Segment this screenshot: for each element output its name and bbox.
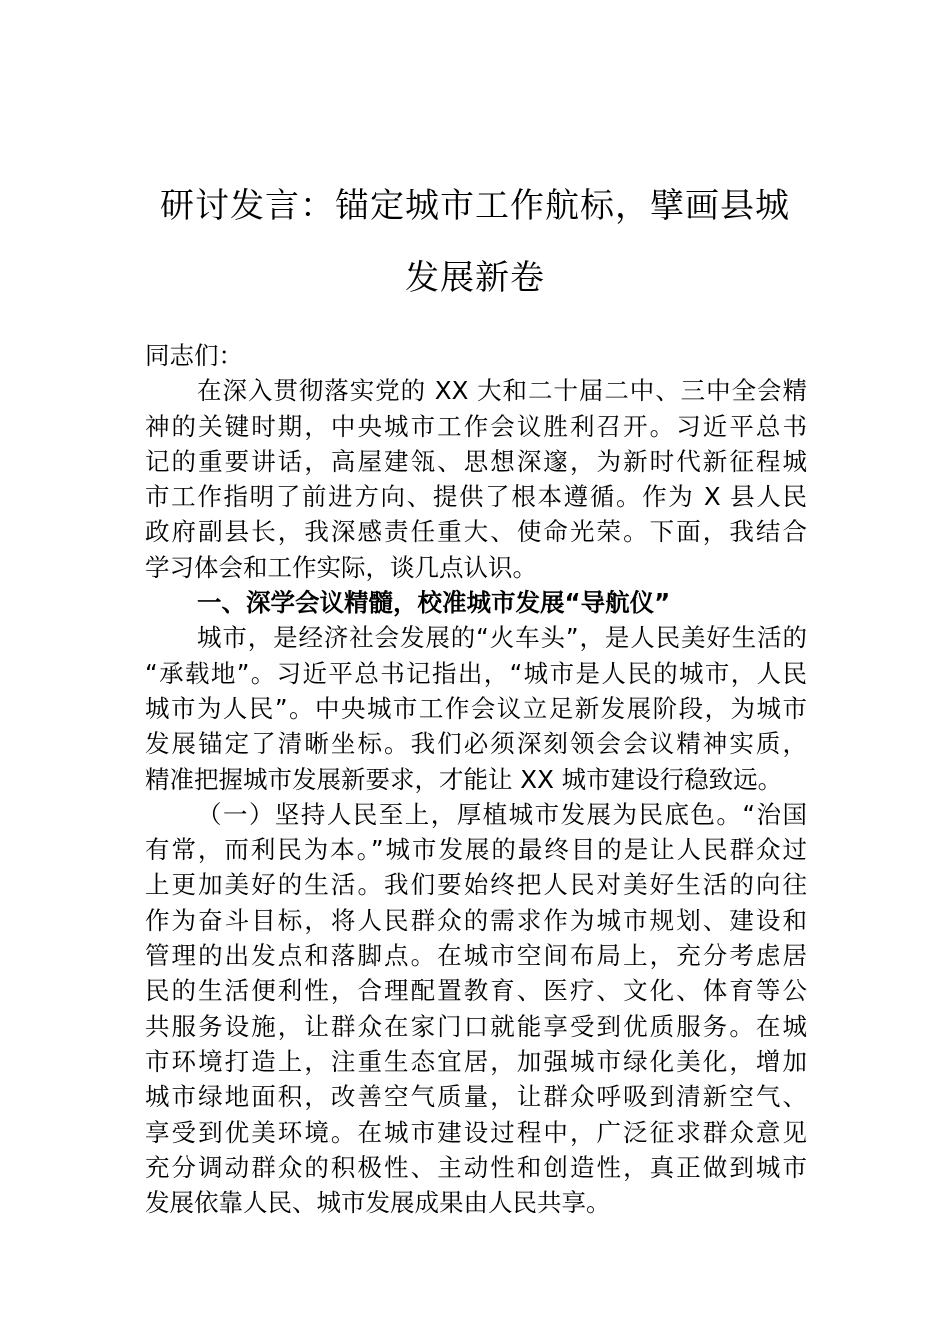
salutation: 同志们：: [145, 341, 243, 370]
paragraph-line: 管理的出发点和落脚点。在城市空间布局上，充分考虑居: [145, 941, 807, 971]
subsection-line: （一）坚持人民至上，厚植城市发展为民底色。“治国: [197, 799, 807, 829]
paragraph-line: 精准把握城市发展新要求，才能让 XX 城市建设行稳致远。: [145, 764, 783, 794]
paragraph-line: 神的关键时期，中央城市工作会议胜利召开。习近平总书: [145, 411, 807, 441]
paragraph-line: 上更加美好的生活。我们要始终把人民对美好生活的向往: [145, 870, 807, 900]
paragraph-line: 作为奋斗目标，将人民群众的需求作为城市规划、建设和: [145, 905, 807, 935]
paragraph-line: 政府副县长，我深感责任重大、使命光荣。下面，我结合: [145, 517, 807, 547]
paragraph-line: 发展锚定了清晰坐标。我们必须深刻领会会议精神实质，: [145, 729, 807, 759]
title-line-1: 研讨发言：锚定城市工作航标，擘画县城: [160, 186, 790, 226]
paragraph-line: 民的生活便利性，合理配置教育、医疗、文化、体育等公: [145, 976, 807, 1006]
paragraph-line: 学习体会和工作实际，谈几点认识。: [145, 552, 537, 582]
page-title: [140, 170, 810, 314]
title-line-2: 发展新卷: [405, 258, 545, 298]
paragraph-line: 记的重要讲话，高屋建瓴、思想深邃，为新时代新征程城: [145, 446, 807, 476]
paragraph-line: 充分调动群众的积极性、主动性和创造性，真正做到城市: [145, 1152, 807, 1182]
section-heading: 一、深学会议精髓，校准城市发展“导航仪”: [197, 588, 671, 618]
paragraph-line: 有常，而利民为本。”城市发展的最终目的是让人民群众过: [145, 835, 807, 865]
paragraph-line: 市工作指明了前进方向、提供了根本遵循。作为 X 县人民: [145, 482, 807, 512]
paragraph-line: 市环境打造上，注重生态宜居，加强城市绿化美化，增加: [145, 1046, 807, 1076]
paragraph-line: 城市为人民”。中央城市工作会议立足新发展阶段，为城市: [145, 693, 807, 723]
paragraph-line: “承载地”。习近平总书记指出，“城市是人民的城市，人民: [145, 658, 807, 688]
paragraph-line: 城市，是经济社会发展的“火车头”，是人民美好生活的: [197, 623, 807, 653]
paragraph-line: 共服务设施，让群众在家门口就能享受到优质服务。在城: [145, 1011, 807, 1041]
paragraph-line: 城市绿地面积，改善空气质量，让群众呼吸到清新空气、: [145, 1082, 807, 1112]
paragraph-line: 享受到优美环境。在城市建设过程中，广泛征求群众意见: [145, 1117, 807, 1147]
paragraph-line: 发展依靠人民、城市发展成果由人民共享。: [145, 1188, 611, 1218]
paragraph-line: 在深入贯彻落实党的 XX 大和二十届二中、三中全会精: [197, 376, 807, 406]
document-body: [145, 338, 807, 1220]
